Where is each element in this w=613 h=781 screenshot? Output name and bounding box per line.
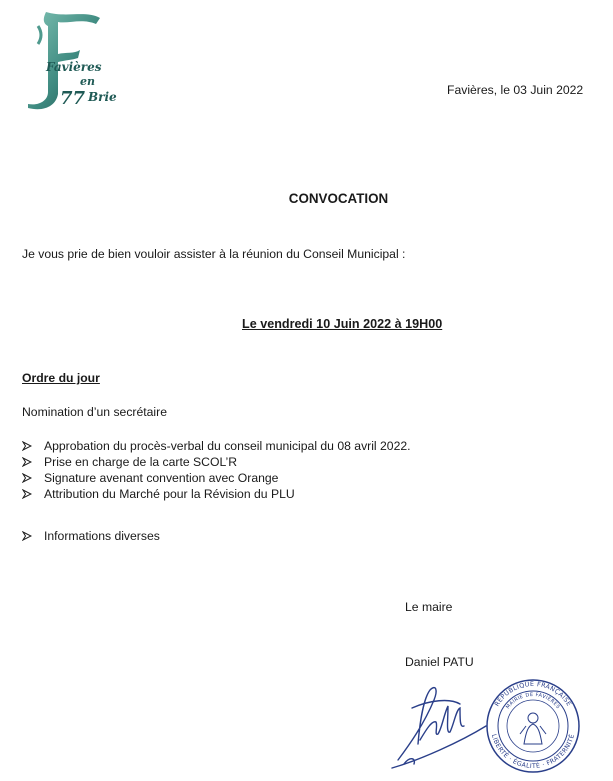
signature-and-seal xyxy=(390,664,590,776)
agenda-item-text: Signature avenant convention avec Orange xyxy=(44,471,279,485)
logo-line-en: en xyxy=(80,75,95,88)
agenda-item-text: Prise en charge de la carte SCOL’R xyxy=(44,455,238,469)
list-item xyxy=(22,470,411,486)
agenda-item-text: Approbation du procès-verbal du conseil municipal du 08 avril 2022. xyxy=(44,439,411,453)
agenda-heading: Ordre du jour xyxy=(22,371,100,385)
list-item xyxy=(22,454,411,470)
signature-stamp-icon xyxy=(390,664,590,776)
logo-line-brie: Brie xyxy=(88,90,117,104)
list-item xyxy=(22,438,411,454)
agenda-list-other xyxy=(22,528,160,544)
agenda-item-text: Informations diverses xyxy=(44,529,160,543)
list-item xyxy=(22,486,411,502)
logo-number: 77 xyxy=(60,88,86,109)
signatory-role: Le maire xyxy=(405,600,453,614)
agenda-list xyxy=(22,438,411,502)
arrow-bullet-icon xyxy=(22,489,32,499)
arrow-bullet-icon xyxy=(22,531,32,541)
seal-inner-path: MAIRIE DE FAVIÈRES xyxy=(505,691,561,711)
letter-date: Favières, le 03 Juin 2022 xyxy=(447,83,584,97)
seal-inner-text xyxy=(505,692,561,710)
seal-bottom-text xyxy=(490,733,576,770)
agenda-item-text: Attribution du Marché pour la Révision du PLU xyxy=(44,487,295,501)
agenda-nomination: Nomination d’un secrétaire xyxy=(22,405,167,419)
arrow-bullet-icon xyxy=(22,441,32,451)
official-seal-icon xyxy=(487,680,579,772)
list-item xyxy=(22,528,160,544)
document-title: CONVOCATION xyxy=(288,191,389,206)
arrow-bullet-icon xyxy=(22,457,32,467)
seal-top-path: RÉPUBLIQUE FRANÇAISE xyxy=(493,680,573,708)
meeting-datetime: Le vendredi 10 Juin 2022 à 19H00 xyxy=(242,317,443,331)
signatory-name: Daniel PATU xyxy=(405,655,474,669)
arrow-bullet-icon xyxy=(22,473,32,483)
intro-paragraph: Je vous prie de bien vouloir assister à la réunion du Conseil Municipal : xyxy=(22,247,406,261)
handwritten-signature-icon xyxy=(392,688,486,768)
seal-bottom-path: LIBERTÉ · ÉGALITÉ · FRATERNITÉ xyxy=(489,733,577,771)
logo-line-favieres: Favières xyxy=(46,60,102,74)
